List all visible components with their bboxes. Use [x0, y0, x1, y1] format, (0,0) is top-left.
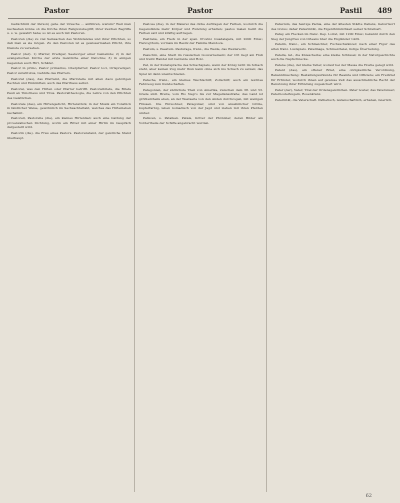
entry-paragraph: Patay, ein Flecken im franz. Dep. Loiret, mit 1200 Einw.; bekannt durch den Sieg der Jungfrau von Orleans über die Engländer 1429.	[271, 32, 395, 41]
column-divider	[134, 22, 135, 492]
entry-paragraph: Pastorat (das), das Pfarramt, die Pfarrstelle mit allen dazu gehörigen Rechten und Einkünften; auch das Pfarrhaus selbst.	[7, 76, 131, 86]
entry-paragraph: Patent (das), ein offener Brief, eine obrigkeitliche Verordnung, Bekanntmachung; Bestallungsurkunde für Beamte und Offiziere; ein Freibrief für Erfinder, wodurch ihnen auf gewisse Zeit das ausschließliche Recht der Benutzung ihrer Erfindung zugesichert wird.	[271, 68, 395, 87]
text-column-3	[271, 22, 395, 492]
running-header	[8, 4, 392, 18]
entry-paragraph: Pastrana, ein Fleck in der span. Provinz Guadalajara, mit 2000 Einw.; Herzogthum, vormals im Besitz der Familie Mendoza.	[139, 36, 263, 46]
signature-mark: 62	[365, 493, 372, 499]
entry-paragraph: Pastum, s. Paestum. Pasturage, franz., die Weide, das Weiderecht.	[143, 46, 247, 51]
entry-paragraph: Pat, in der Kunstsprache des Schachspiels, wenn der König nicht im Schach steht, aber keinen Zug mehr thun kann ohne sich ins Schach zu setzen; das Spiel ist dann unentschieden.	[139, 62, 263, 76]
text-column-2	[139, 22, 263, 492]
entry-paragraph: Patella, lat., die Kniescheibe; eine kleine Schüssel; in der Naturgeschichte auch die Napfschnecke.	[271, 52, 395, 62]
entry-paragraph: Pastorale (das), ein Hirtengedicht, Hirtenstück; in der Musik ein Tonstück in ländlicher Weise, gewöhnlich im Sechsachteltakt, welches das Hirtenleben nachahmt.	[7, 101, 131, 115]
page-number: 489	[377, 6, 392, 15]
entry-paragraph: Patavium, das heutige Padua, eine der ältesten Städte Italiens, Geburtsort des Livius; daher Patavinität, die Eigenthümlichkeit seiner Schreibart.	[271, 22, 395, 31]
entry-paragraph: Pastor in primo, Pastor primarius, Oberpfarrer; Pastor loci, Ortsprediger; Pastor substitutus, Gehülfe des Pfarrers.	[7, 66, 131, 75]
entry-paragraph: Patäcen, s. Pataiken. Patais, Götter der Phönizier, deren Bilder am Vordertheile der Schiffe angebracht wurden.	[139, 116, 263, 125]
entry-paragraph: Pasuchin, eine Stadt im russischen Gouvernement; der Ort liegt am Fluß und treibt Handel mit Getreide und Holz.	[139, 52, 263, 62]
entry-paragraph: Pastose (die), in der Malerei das dicke Auftragen der Farben, wodurch die Gegenstände mehr Körper und Rundung erhalten; pastos malen heißt die Farben satt und kräftig auftragen.	[139, 22, 263, 36]
entry-paragraph: Pastoral, was den Hirten oder Pfarrer betrifft. Pastoralbriefe, die Briefe Pauli an Timotheus und Titus. Pastoraltheologie, die Lehre von den Pflichten des Geistlichen.	[7, 86, 131, 100]
header-rule	[8, 18, 392, 19]
entry-paragraph: Patagonien, der südlichste Theil von Amerika, zwischen dem 38. und 53. Grade südl. Breite, vom Rio Negro bis zur Magellansstraße; das Land ist größtentheils eben, an der Westseite von den Anden durchzogen, mit wenigen Flüssen. Die Einwohner, Patagonier, sind von ansehnlicher Größe, kupferfarbig, leben nomadisch von der Jagd und ziehen mit ihren Pferden umher.	[139, 87, 263, 115]
header-center-word: Pastor	[187, 6, 213, 15]
header-left-word: Pastor	[44, 6, 70, 15]
page-footer	[7, 493, 392, 501]
header-right-word: Pastil	[339, 6, 362, 15]
entry-paragraph: Pastoren (die) zu viel Seinsachen des Wohlstandes und ihrer Pflichten, so daß man es sie mögen. Zu den Pastoren ist es gewissermaßen Pflicht, ihre Dienste zu versehen.	[7, 36, 131, 50]
entry-paragraph: Patache, franz., ein kleines Wachtschiff, Zollschiff; auch ein leichtes Fahrzeug zum Kundschaften.	[139, 77, 263, 87]
entry-paragraph: Gedächtniß der Person) gehe der Ursache ... anführen, warum? Weil man nachsehen könne ob die Kirche ihren Religionsbegriff, ihrer Zeichen Begriffe u. s. w. gewahrt habe; so ist es auch mit Pastoren.	[7, 22, 131, 36]
entry-paragraph: Pater (der), Vater; Titel der Ordensgeistlichen. Pater noster, das Vaterunser; Paternosterkugeln, Rosenkranz.	[271, 87, 395, 97]
entry-paragraph: Pastorin (die), die Frau eines Pastors. Pastorenstand, der geistliche Stand überhaupt.	[7, 131, 131, 140]
entry-paragraph: Patelin, franz., ein Schmeichler, Fuchsschwänzer; nach einer Figur des alten franz. Lustspiels. Patelinage, Schmeichelei, listige Überredung.	[271, 42, 395, 51]
entry-paragraph: Patene (die), der kleine Teller, worauf bei der Messe die Hostie gelegt wird.	[275, 62, 395, 67]
text-column-1	[7, 22, 131, 492]
column-divider	[266, 22, 267, 492]
entry-paragraph: Pastor (der). 1) Pfarrer, Prediger, Seelsorger einer Gemeinde; 2) in der evangelischen Kirche der erste Geistliche einer Parochie; 3) in einigen Gegenden auch Hirt, Schäfer.	[7, 51, 131, 65]
entry-paragraph: Paternität, die Vaterschaft. Pathetisch, leidenschaftlich, erhaben, feierlich.	[275, 97, 393, 102]
entry-paragraph: Pastorell, Pastorelle (die), ein kleines Hirtenlied; auch eine Gattung der provenzalischen Dichtung, worin ein Ritter mit einer Hirtin im Gespräch dargestellt wird.	[7, 116, 131, 130]
